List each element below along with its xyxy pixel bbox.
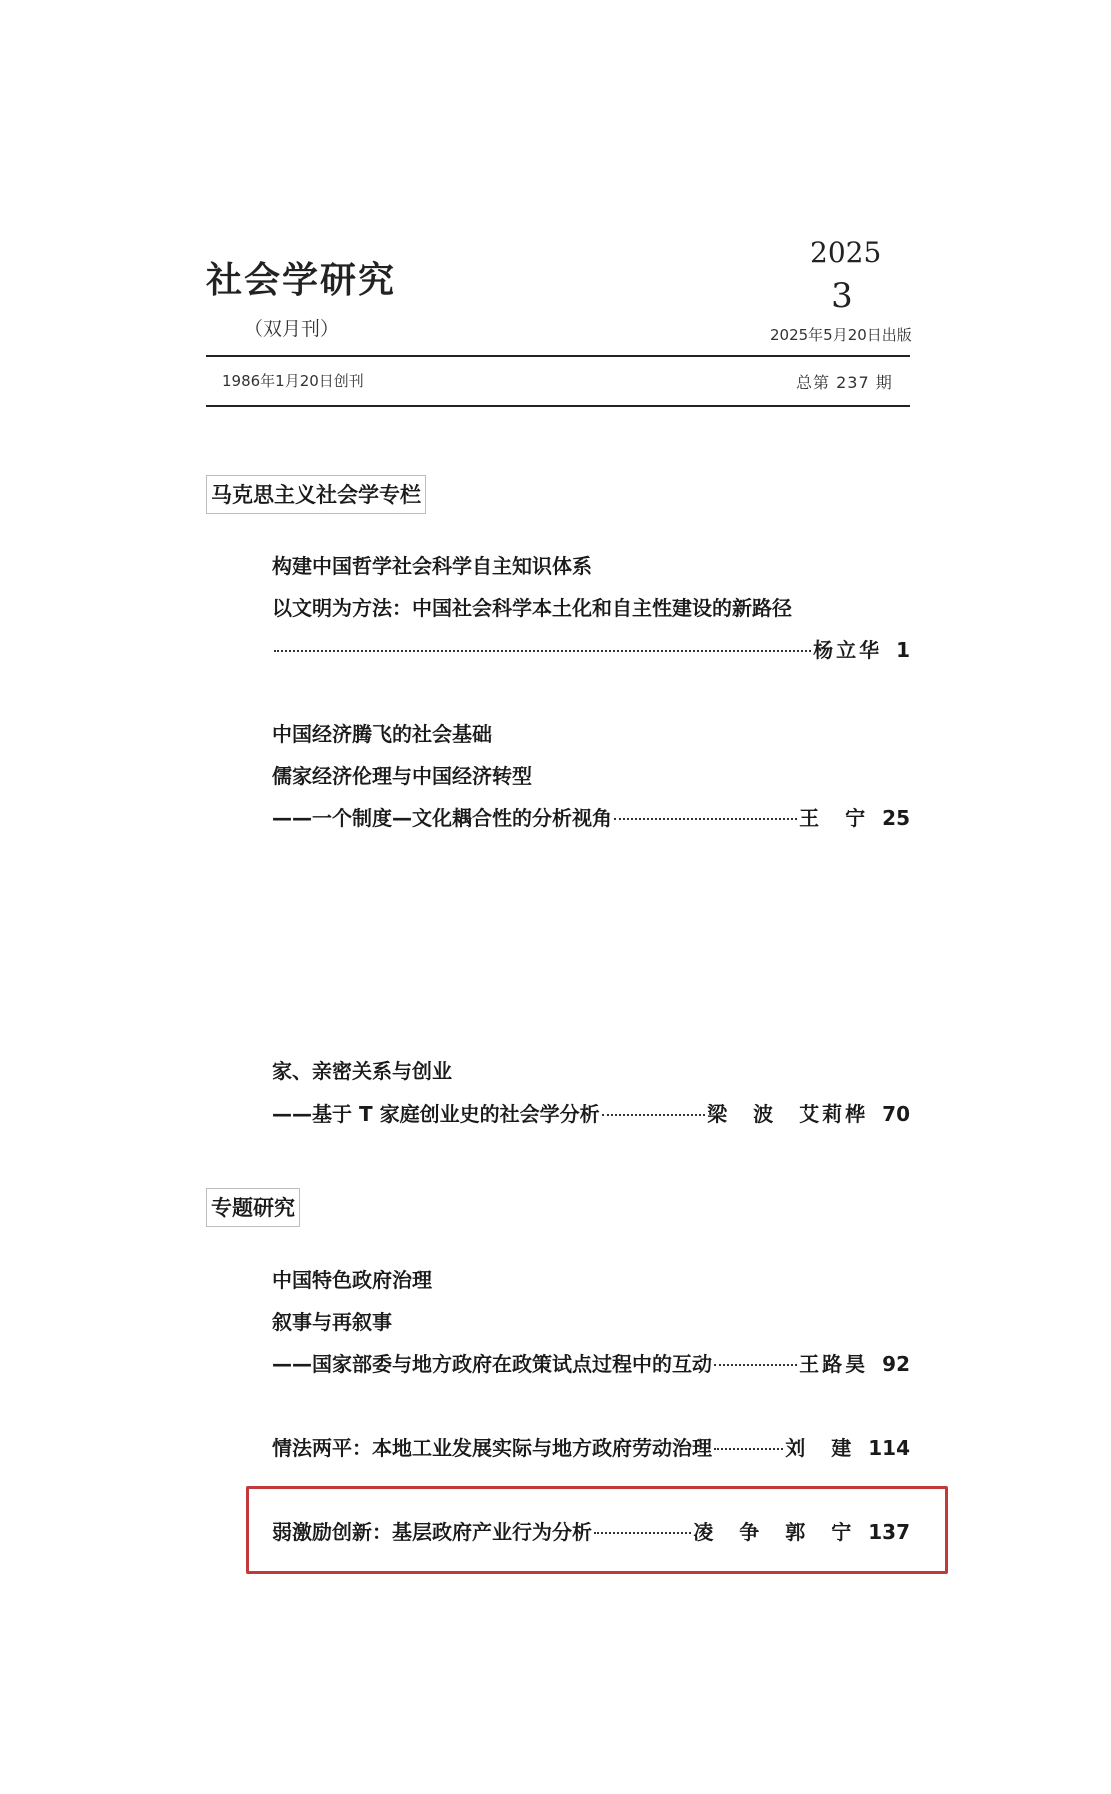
entry-title: 情法两平：本地工业发展实际与地方政府劳动治理 bbox=[272, 1436, 712, 1460]
entry-title[interactable]: 以文明为方法：中国社会科学本土化和自主性建设的新路径 bbox=[272, 596, 792, 620]
entry-title[interactable]: 儒家经济伦理与中国经济转型 bbox=[272, 764, 532, 788]
entry-author: 梁 波 艾莉桦 bbox=[707, 1102, 869, 1126]
toc-row[interactable] bbox=[272, 802, 910, 831]
publication-date: 2025年5月20日出版 bbox=[770, 326, 912, 344]
section-heading-marxist-sociology: 马克思主义社会学专栏 bbox=[206, 475, 426, 514]
entry-page: 1 bbox=[896, 638, 910, 662]
journal-title: 社会学研究 bbox=[206, 260, 397, 301]
entry-subtitle: ——一个制度—文化耦合性的分析视角 bbox=[272, 806, 612, 830]
toc-row[interactable] bbox=[272, 634, 910, 663]
toc-row[interactable] bbox=[272, 1432, 910, 1461]
entry-page: 25 bbox=[882, 806, 910, 830]
entry-title: 弱激励创新：基层政府产业行为分析 bbox=[272, 1520, 592, 1544]
dot-leader bbox=[714, 1364, 797, 1366]
entry-title[interactable]: 叙事与再叙事 bbox=[272, 1310, 392, 1334]
entry-series-label: 中国特色政府治理 bbox=[272, 1268, 432, 1292]
entry-author: 杨立华 bbox=[813, 638, 883, 662]
dot-leader bbox=[594, 1532, 691, 1534]
entry-subtitle: ——基于 T 家庭创业史的社会学分析 bbox=[272, 1102, 600, 1126]
dot-leader bbox=[274, 650, 811, 652]
issue-year: 2025 bbox=[810, 236, 882, 269]
entry-title[interactable]: 家、亲密关系与创业 bbox=[272, 1059, 452, 1083]
entry-page: 137 bbox=[868, 1520, 910, 1544]
header-bottom-rule bbox=[206, 405, 910, 407]
entry-author: 刘 建 bbox=[785, 1436, 855, 1460]
dot-leader bbox=[602, 1114, 706, 1116]
toc-row[interactable] bbox=[272, 1348, 910, 1377]
entry-page: 92 bbox=[882, 1352, 910, 1376]
header-top-rule bbox=[206, 355, 910, 357]
entry-series-label: 中国经济腾飞的社会基础 bbox=[272, 722, 492, 746]
issue-number: 3 bbox=[831, 276, 853, 316]
entry-page: 114 bbox=[868, 1436, 910, 1460]
toc-row[interactable] bbox=[272, 1098, 910, 1127]
entry-author: 王路昊 bbox=[799, 1352, 869, 1376]
entry-subtitle: ——国家部委与地方政府在政策试点过程中的互动 bbox=[272, 1352, 712, 1376]
dot-leader bbox=[614, 818, 797, 820]
total-issue-number: 总第 237 期 bbox=[796, 373, 893, 392]
toc-row-highlighted[interactable] bbox=[272, 1516, 910, 1545]
section-heading-special-research: 专题研究 bbox=[206, 1188, 300, 1227]
entry-series-label: 构建中国哲学社会科学自主知识体系 bbox=[272, 554, 592, 578]
entry-author: 凌 争 郭 宁 bbox=[693, 1520, 855, 1544]
journal-frequency: （双月刊） bbox=[244, 318, 340, 340]
dot-leader bbox=[714, 1448, 783, 1450]
entry-page: 70 bbox=[882, 1102, 910, 1126]
founded-date: 1986年1月20日创刊 bbox=[222, 372, 364, 390]
entry-author: 王 宁 bbox=[799, 806, 869, 830]
